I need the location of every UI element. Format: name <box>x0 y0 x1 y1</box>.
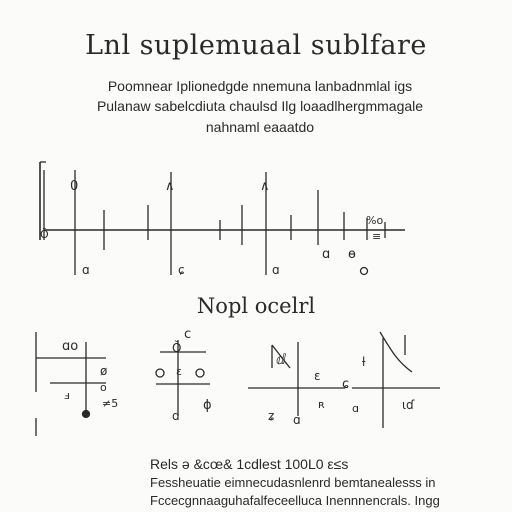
page-title: Lnl suplemuaal sublfare <box>85 30 427 61</box>
diagram-label: ɛ <box>176 365 182 378</box>
caption-line-3: Fccecgnnaaguhafalfeceelluca Inennnencrals. Ingg <box>150 493 440 508</box>
tick-label: ≡ <box>372 230 382 243</box>
curve-line <box>380 332 412 372</box>
intro-line-3: nahnaml eaaatdo <box>205 119 315 135</box>
diagram-label: ʀ <box>318 398 325 411</box>
diagram-label: ɩɗ <box>402 398 415 412</box>
diagram-label: ɕ <box>342 377 350 392</box>
number-line-diagram <box>40 162 405 277</box>
tick-label: ɑ <box>322 247 331 262</box>
small-diagram-2 <box>156 327 212 423</box>
tick-label: ɑ <box>272 263 280 277</box>
tick-label: Ŏ <box>40 228 49 241</box>
small-diagram-4 <box>342 332 440 428</box>
diagram-label: ɑ <box>172 409 180 423</box>
point-marker <box>361 268 368 275</box>
diagram-label: ɸ <box>203 398 212 413</box>
tick-label: ɵ <box>348 247 356 262</box>
small-diagram-1 <box>36 332 118 436</box>
diagram-label: ⅎ <box>64 389 70 402</box>
tick-label: %o <box>366 214 384 227</box>
diagram-label: ɑ <box>352 402 359 415</box>
diagram-label: ƚ <box>362 355 366 369</box>
small-diagram-3 <box>248 342 344 427</box>
section-heading: Nopl ocelrl <box>196 294 316 318</box>
diagram-label: o <box>100 381 107 394</box>
diagram-label: ø <box>100 364 108 378</box>
diagram-label: ɑ <box>293 413 301 427</box>
tick-label: ɕ <box>178 263 185 277</box>
tick-label: ∧ <box>260 179 270 194</box>
point-marker <box>196 369 204 377</box>
tick-label: ɑ <box>82 263 90 277</box>
diagram-label: ⅆ <box>276 352 286 368</box>
diagram-label: ɑo <box>62 339 79 354</box>
tick-label: ∧ <box>165 179 175 194</box>
diagram-label: ʑ <box>268 409 275 423</box>
diagram-label: ɛ <box>314 369 321 383</box>
caption-line-2: Fessheuatie eimnecudasnlenrd bemtanealesss in <box>150 475 436 490</box>
diagram-label: ≠5 <box>102 397 119 410</box>
diagram-label: Ŏ <box>172 341 182 355</box>
tick-label: 0 <box>70 179 79 194</box>
point-marker <box>156 369 164 377</box>
point-marker <box>83 411 90 418</box>
diagram-label: c <box>184 327 192 342</box>
intro-line-1: Poomnear Iplionedgde nnemuna lanbadnmlal igs <box>107 78 413 94</box>
intro-line-2: Pulanaw sabelcdiuta chaulsd Ilg loaadlhergmmagale <box>96 98 424 114</box>
caption-line-1: Rels ə &cœ& 1cdlest 100L0 ε≤s <box>150 456 349 472</box>
